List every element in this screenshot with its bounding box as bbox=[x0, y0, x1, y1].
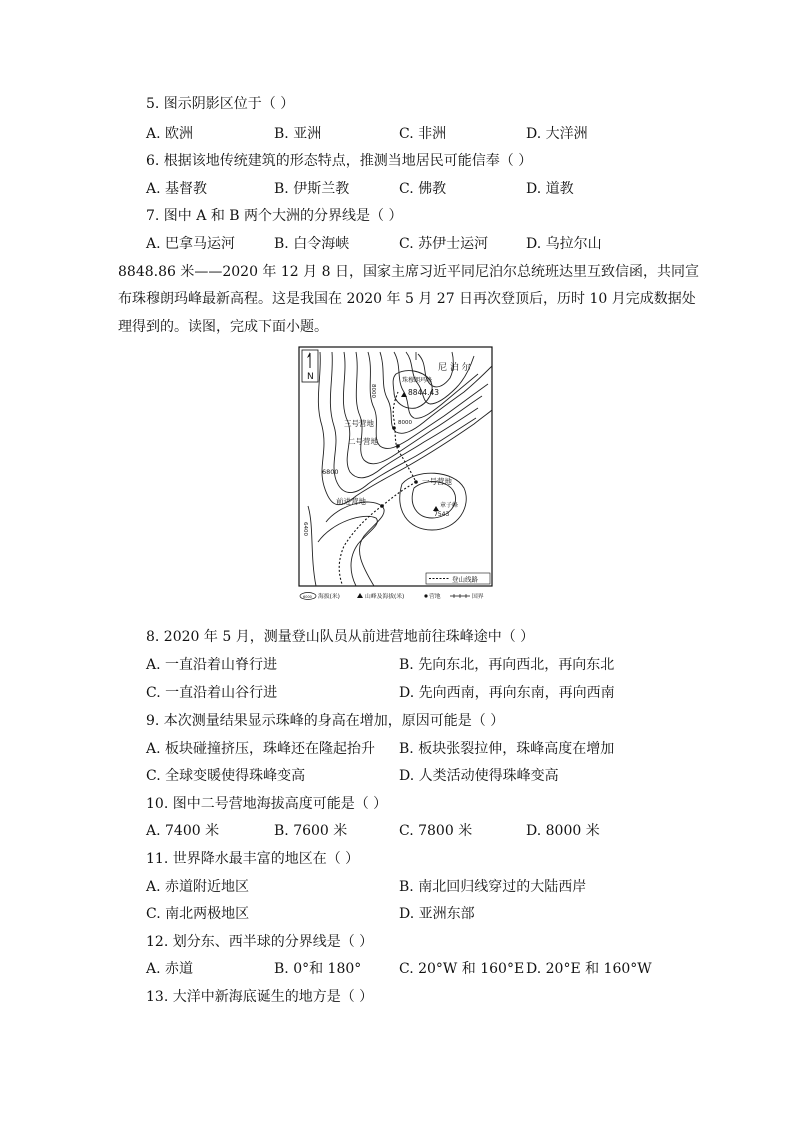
everest-topographic-map bbox=[298, 346, 494, 602]
peak-elevation: 8844.43 bbox=[408, 388, 440, 397]
question-7-stem: 7. 图中 A 和 B 两个大洲的分界线是（ ） bbox=[146, 208, 403, 224]
contour-6800-label: 6800 bbox=[322, 468, 339, 476]
legend-peak-label: 山峰及海拔(米) bbox=[365, 594, 405, 600]
q9-option-d: D. 人类活动使得珠峰变高 bbox=[399, 768, 559, 784]
q7-option-c: C. 苏伊士运河 bbox=[399, 236, 489, 252]
legend-border-label: 国界 bbox=[472, 594, 484, 600]
passage-line-1: 8848.86 米——2020 年 12 月 8 日，国家主席习近平同尼泊尔总统班达里互致信函，共同宣 bbox=[118, 264, 699, 280]
q11-option-d: D. 亚洲东部 bbox=[399, 906, 475, 922]
question-11-stem: 11. 世界降水最丰富的地区在（ ） bbox=[146, 851, 360, 867]
question-5-stem: 5. 图示阴影区位于（ ） bbox=[146, 96, 295, 112]
q12-option-a: A. 赤道 bbox=[146, 961, 194, 977]
camp2-label: 二号营地 bbox=[348, 437, 378, 446]
legend-contour-sample: 6000 bbox=[303, 595, 312, 599]
q10-option-c: C. 7800 米 bbox=[399, 823, 473, 839]
q11-option-b: B. 南北回归线穿过的大陆西岸 bbox=[399, 879, 587, 895]
q12-option-d: D. 20°E 和 160°W bbox=[526, 961, 652, 977]
question-12-stem: 12. 划分东、西半球的分界线是（ ） bbox=[146, 934, 374, 950]
question-6-stem: 6. 根据该地传统建筑的形态特点，推测当地居民可能信奉（ ） bbox=[146, 153, 533, 169]
question-9-stem: 9. 本次测量结果显示珠峰的身高在增加，原因可能是（ ） bbox=[146, 713, 505, 729]
q7-option-a: A. 巴拿马运河 bbox=[146, 236, 236, 252]
q5-option-a: A. 欧洲 bbox=[146, 126, 194, 142]
country-label: 尼 泊 尔 bbox=[438, 363, 471, 373]
q10-option-d: D. 8000 米 bbox=[526, 823, 600, 839]
q8-option-b: B. 先向东北，再向西北，再向东北 bbox=[399, 657, 615, 673]
q6-option-c: C. 佛教 bbox=[399, 181, 447, 197]
q12-option-b: B. 0°和 180° bbox=[274, 961, 362, 977]
q9-option-a: A. 板块碰撞挤压，珠峰还在隆起抬升 bbox=[146, 741, 376, 757]
q11-option-a: A. 赤道附近地区 bbox=[146, 879, 250, 895]
north-arrow-icon bbox=[302, 350, 318, 382]
q5-option-b: B. 亚洲 bbox=[274, 126, 322, 142]
legend-camp-label: 营地 bbox=[429, 594, 441, 600]
advance-camp-label: 前进营地 bbox=[336, 497, 366, 506]
question-10-stem: 10. 图中二号营地海拔高度可能是（ ） bbox=[146, 796, 388, 812]
q5-option-d: D. 大洋洲 bbox=[526, 126, 588, 142]
q10-option-b: B. 7600 米 bbox=[274, 823, 348, 839]
q7-option-b: B. 白令海峡 bbox=[274, 236, 350, 252]
north-label: N bbox=[307, 372, 314, 382]
q8-option-d: D. 先向西南，再向东南，再向西南 bbox=[399, 685, 615, 701]
q11-option-c: C. 南北两极地区 bbox=[146, 906, 250, 922]
q9-option-b: B. 板块张裂拉伸，珠峰高度在增加 bbox=[399, 741, 615, 757]
second-peak-elevation: 7543 bbox=[434, 511, 450, 518]
camp3-label: 三号营地 bbox=[344, 419, 374, 428]
camp1-label: 一号营地 bbox=[422, 477, 452, 486]
q6-option-b: B. 伊斯兰教 bbox=[274, 181, 350, 197]
q10-option-a: A. 7400 米 bbox=[146, 823, 220, 839]
q9-option-c: C. 全球变暖使得珠峰变高 bbox=[146, 768, 306, 784]
legend-contour-label: 海拔(米) bbox=[318, 594, 340, 600]
contour-6400-label: 6400 bbox=[302, 522, 308, 536]
second-peak-name: 章子峰 bbox=[440, 502, 459, 509]
question-13-stem: 13. 大洋中新海底诞生的地方是（ ） bbox=[146, 989, 374, 1005]
q6-option-d: D. 道教 bbox=[526, 181, 574, 197]
q8-option-c: C. 一直沿着山谷行进 bbox=[146, 685, 278, 701]
route-legend-label: 登山线路 bbox=[452, 575, 478, 584]
contour-8000-label-b: 8000 bbox=[398, 420, 412, 426]
peak-name: 珠穆朗玛峰 bbox=[402, 377, 433, 384]
contour-8000-label: 8000 bbox=[370, 384, 376, 398]
q7-option-d: D. 乌拉尔山 bbox=[526, 236, 602, 252]
q6-option-a: A. 基督教 bbox=[146, 181, 208, 197]
q5-option-c: C. 非洲 bbox=[399, 126, 447, 142]
passage-line-2: 布珠穆朗玛峰最新高程。这是我国在 2020 年 5 月 27 日再次登顶后，历时 10 月完成数据处 bbox=[118, 291, 696, 307]
question-8-stem: 8. 2020 年 5 月，测量登山队员从前进营地前往珠峰途中（ ） bbox=[146, 629, 535, 645]
q8-option-a: A. 一直沿着山脊行进 bbox=[146, 657, 278, 673]
passage-line-3: 理得到的。读图，完成下面小题。 bbox=[118, 319, 328, 335]
q12-option-c: C. 20°W 和 160°E bbox=[399, 961, 525, 977]
